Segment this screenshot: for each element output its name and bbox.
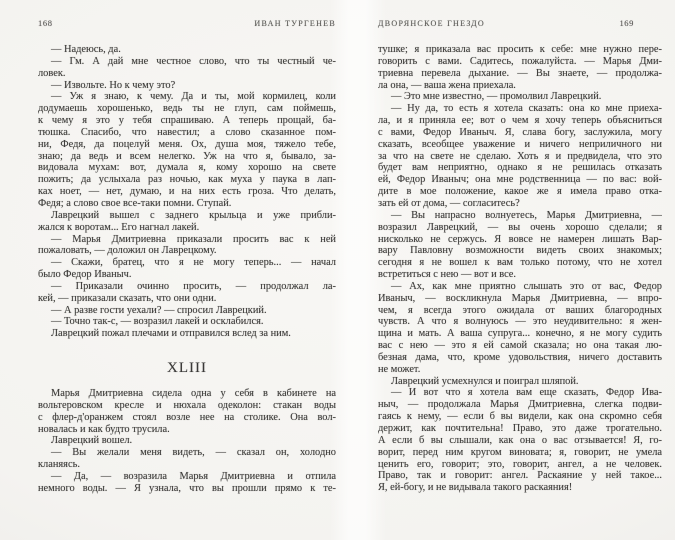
text-line: новалась и как будто трусила. <box>38 423 170 435</box>
text-line: ценить его, говорит; это, говорит, ангел, а не человек. <box>378 458 662 470</box>
text-line: безная дама, что, кроме удовольствия, ничего доставить <box>378 351 662 363</box>
text-line: щина и мать. А ваша супруга... конечно, я не могу судить <box>378 328 662 340</box>
text-line: — И вот что я хотела вам еще сказать, Федор Ива- <box>391 387 662 399</box>
text-line: кланяясь. <box>38 459 80 471</box>
paragraph <box>378 387 662 494</box>
text-line: кей, — приказали сказать, что они одни. <box>38 292 217 304</box>
paragraph <box>378 103 662 210</box>
text-line: — Вы желали меня видеть, — сказал он, холодно <box>51 447 336 459</box>
text-line: А если б вы слышали, как она о вас отзывается! Я, го- <box>378 434 662 446</box>
page-header-left <box>38 18 336 30</box>
paragraph <box>38 388 336 435</box>
text-line: — Это мне известно, — промолвил Лаврецкий. <box>391 91 602 103</box>
text-line: Федя; а слово свое все-таки помни. Ступай. <box>38 197 232 209</box>
text-line: знаю; да ведь и всем нелегко. Уж на что я, бывало, за- <box>38 150 336 162</box>
text-line: дите в мое положение, какое же я имела право отка- <box>378 186 662 198</box>
text-line: держит, как почтительна! Право, это даже трогательно. <box>378 423 662 434</box>
text-line: — А разве гости уехали? — спросил Лаврецкий. <box>51 304 267 316</box>
paragraph <box>38 91 336 209</box>
text-line: тюшка. Спасибо, что навестил; а слово сказанное пом- <box>38 126 336 138</box>
text-line: ни, Федя, да поцелуй меня. Ох, душа моя, тяжело тебе, <box>38 138 336 150</box>
text-line: чем, я всегда этого ожидала от ваших благородных <box>378 304 662 316</box>
text-line: ныч, — продолжала Марья Дмитриевна, слегка подви- <box>378 399 662 411</box>
text-line: триевна перевела дыхание. — Вы знаете, — продолжа- <box>378 67 662 79</box>
text-line: Право, так и говорит: ангел. Раскаяние у ней такое... <box>378 470 662 482</box>
text-section-right <box>378 44 662 494</box>
text-line: будет вам неприятно, однако я не решилась отказать <box>378 162 662 174</box>
text-line: Марья Дмитриевна сидела одна у себя в кабинете на <box>51 388 336 400</box>
text-line: додумаешь хорошенько, ведь ты не глуп, сам поймешь, <box>38 103 336 115</box>
text-line: — Ну да, то есть я хотела сказать: она ко мне приеха- <box>391 103 662 115</box>
text-line: Лаврецкий пожал плечами и отправился вслед за ним. <box>51 328 291 340</box>
text-line: Лаврецкий усмехнулся и поиграл шляпой. <box>391 375 579 387</box>
text-line: вольтеровском кресле и нюхала одеколон: стакан воды <box>38 399 336 411</box>
text-line: чувств. А что я волнуюсь — это неудивительно: я жен- <box>378 316 662 328</box>
text-line: гаясь к нему, — если б вы видели, как она скромно себя <box>378 411 662 423</box>
page-number-left: 168 <box>38 18 53 28</box>
paragraph <box>38 44 336 56</box>
text-line: Я, ей-богу, и не видывала такого раскаяния! <box>378 482 573 494</box>
text-line: видовала мухам: вот, думала я, кому хорошо на свете <box>38 162 336 174</box>
paragraph <box>38 281 336 305</box>
text-line: — Да, — возразила Марья Дмитриевна и отпила <box>51 471 336 482</box>
text-line: сегодня я не вошел к вам только потому, что не хотел <box>378 257 662 269</box>
text-line: ла, и я приняла ее; вот о чем я хочу теперь объясниться <box>378 115 662 127</box>
paragraph <box>38 435 336 447</box>
text-line: немного воды. — Я узнала, что вы прошли прямо к те- <box>38 482 336 494</box>
text-line: вару Павловну возможности видеть своих знакомых; <box>378 245 662 257</box>
text-line: ловек. <box>38 67 66 79</box>
text-line: возразил Лаврецкий, — вы очень хорошо сделали; я <box>378 221 662 233</box>
text-line: — Гм. А дай мне честное слово, что ты честный че- <box>51 55 336 67</box>
paragraph <box>38 447 336 471</box>
page-body-right <box>378 44 662 494</box>
text-section-after-heading <box>38 388 336 495</box>
paragraph <box>38 328 336 340</box>
text-line: Лаврецкий вышел с заднего крыльца и уже прибли- <box>51 209 336 221</box>
paragraph <box>38 80 336 92</box>
paragraph <box>378 210 662 281</box>
text-line: пожаловать, — доложил он Лаврецкому. <box>38 245 217 257</box>
paragraph <box>38 257 336 281</box>
book-page-left <box>38 18 336 495</box>
text-line: — Точно так-с, — возразил лакей и осклабился. <box>51 316 264 328</box>
page-header-right <box>378 18 662 30</box>
text-line: — Надеюсь, да. <box>51 44 121 55</box>
text-line: нисколько не сержусь. Я вовсе не намерен лишать Вар- <box>378 233 662 245</box>
text-line: — Уж я знаю, к чему. Да и ты, мой кормилец, коли <box>51 91 336 103</box>
running-title-left: ИВАН ТУРГЕНЕВ <box>254 19 336 28</box>
page-number-right: 169 <box>619 18 634 28</box>
text-line: за что на свете не сделаю. Хоть я и предвидела, что это <box>378 150 662 162</box>
text-line: — Марья Дмитриевна приказали просить вас к ней <box>51 233 336 245</box>
text-section-before-heading <box>38 44 336 340</box>
text-line: — Скажи, братец, что я не могу теперь... — начал <box>51 257 336 269</box>
text-line: сказать, всеобщее уважение и ничего неприличного ни <box>378 138 662 150</box>
text-line: — Вы напрасно волнуетесь, Марья Дмитриевна, — <box>391 209 662 221</box>
text-line: говорить с вами. Садитесь, пожалуйста. — Марья Дми- <box>378 55 662 67</box>
text-line: было Федор Иваныч. <box>38 269 132 281</box>
text-line: с вами, Федор Иваныч. Я, слава богу, заслужила, могу <box>378 126 662 138</box>
paragraph <box>38 234 336 258</box>
text-line: — Приказали очинно просить, — продолжал ла- <box>51 280 336 292</box>
book-page-right <box>378 18 662 494</box>
text-line: ках ноет, — нет, думаю, и на них есть гроза. Что делать, <box>38 186 336 198</box>
running-title-right: ДВОРЯНСКОЕ ГНЕЗДО <box>378 19 486 28</box>
text-line: вас с нею — это я ей самой сказала; но она такая лю- <box>378 340 662 352</box>
text-line: тушке; я приказала вас просить к себе: мне нужно пере- <box>378 44 662 55</box>
text-line: ворит, перед ним кругом виновата; я, говорит, не умела <box>378 446 662 458</box>
paragraph <box>378 281 662 376</box>
text-line: встретиться с нею — вот и все. <box>378 269 517 281</box>
paragraph <box>38 316 336 328</box>
text-line: зать ей от дома, — согласитесь? <box>378 197 520 209</box>
paragraph <box>38 305 336 317</box>
paragraph <box>378 376 662 388</box>
text-line: — Извольте. Но к чему это? <box>51 79 176 91</box>
text-line: к чему я это у тебя спрашиваю. А теперь прощай, ба- <box>38 115 336 127</box>
paragraph <box>378 91 662 103</box>
page-body-left <box>38 44 336 495</box>
text-line: Иваныч, — воскликнула Марья Дмитриевна, — впро- <box>378 292 662 304</box>
chapter-heading: XLIII <box>167 360 207 377</box>
text-line: жался к воротам... Его нагнал лакей. <box>38 221 200 233</box>
text-line: не может. <box>378 363 421 375</box>
text-line: с флер-д'оранжем стоял возле нее на столике. Она вол- <box>38 411 336 423</box>
text-line: пожить; да услыхала раз ночью, как муха у паука в лап- <box>38 174 336 186</box>
paragraph <box>38 210 336 234</box>
text-line: — Ах, как мне приятно слышать это от вас, Федор <box>391 280 662 292</box>
paragraph <box>38 56 336 80</box>
paragraph <box>378 44 662 91</box>
text-line: ей, Федор Иваныч; она мне родственница — по вас: вой- <box>378 174 662 186</box>
text-line: ла она, — ваша жена приехала. <box>378 79 516 91</box>
paragraph <box>38 471 336 495</box>
text-line: Лаврецкий вошел. <box>51 435 133 447</box>
